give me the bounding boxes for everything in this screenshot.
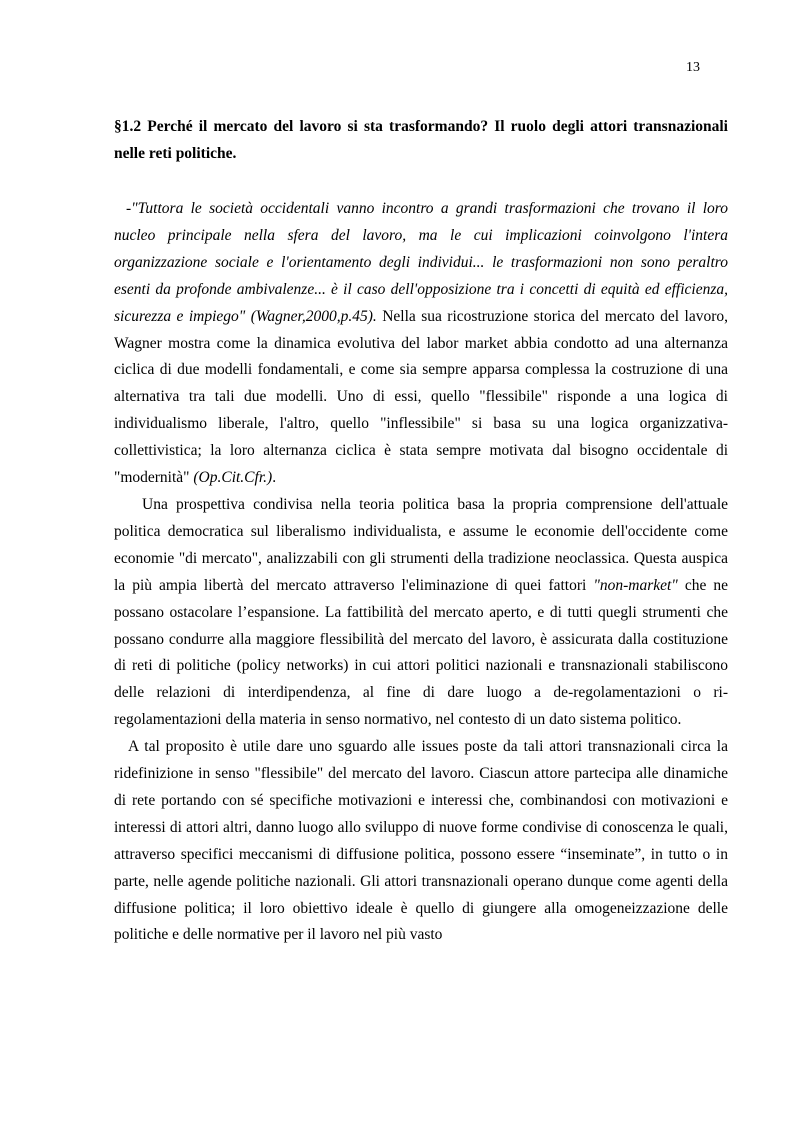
body-text xyxy=(114,196,728,949)
paragraph-2 xyxy=(114,492,728,734)
paragraph-2-text-after: che ne possano ostacolare l’espansione. La fattibilità del mercato aperto, e di tutti quegli strumenti che possano condurre alla maggiore flessibilità del mercato del lavoro, è assicurata dalla costituzione di reti di politiche (policy networks) in cui attori politici nazionali e transnazionali stabiliscono delle relazioni di interdipendenza, al fine di dare luogo a de-regolamentazioni o ri-regolamentazioni della materia in senso normativo, nel contesto di un dato sistema politico. xyxy=(114,576,728,729)
page-number: 13 xyxy=(686,60,700,75)
paragraph-3: A tal proposito è utile dare uno sguardo alle issues poste da tali attori transnazionali circa la ridefinizione in senso "flessibile" del mercato del lavoro. Ciascun attore partecipa alle dinamiche di rete portando con sé specifiche motivazioni e interessi che, combinandosi con motivazioni e interessi di attori altri, danno luogo allo sviluppo di nuove forme condivise di conoscenza le quali, attraverso specifici meccanismi di diffusione politica, possono essere “inseminate”, in tutto o in parte, nelle agende politiche nazionali. Gli attori transnazionali operano dunque come agenti della diffusione politica; il loro obiettivo ideale è quello di giungere alla omogeneizzazione delle politiche e delle normative per il lavoro nel più vasto xyxy=(114,738,728,944)
non-market-term: "non-market" xyxy=(593,576,678,594)
wagner-quote: -"Tuttora le società occidentali vanno incontro a grandi trasformazioni che trovano il loro nucleo principale nella sfera del lavoro, ma le cui implicazioni coinvolgono l'intera organizzazione sociale e l'orientamento degli individui... le trasformazioni non sono peraltro esenti da profonde ambivalenze... è il caso dell'opposizione tra i concetti di equità ed efficienza, sicurezza e impiego" (Wagner,2000,p.45). xyxy=(114,200,728,325)
paragraph-2-text-before: Una prospettiva condivisa nella teoria politica basa la propria comprensione dell'attuale politica democratica sul liberalismo individualista, e assume le economie dell'occidente come economie "di mercato", analizzabili con gli strumenti della tradizione neoclassica. Questa auspica la più ampia libertà del mercato attraverso l'eliminazione di quei fattori xyxy=(114,495,728,594)
citation: (Op.Cit.Cfr.) xyxy=(193,469,273,487)
paragraph-1-text: Nella sua ricostruzione storica del mercato del lavoro, Wagner mostra come la dinamica evolutiva del labor market abbia condotto ad una alternanza ciclica di due modelli fondamentali, e come sia sempre apparsa complessa la costruzione di una alternativa tra tali due modelli. Uno di essi, quello "flessibile" risponde a una logica di individualismo liberale, l'altro, quello "inflessibile" si basa su una logica organizzativa- collettivistica; la loro alternanza ciclica è stata sempre motivata dal bisogno occidentale di "modernità" xyxy=(114,307,728,487)
paragraph-1 xyxy=(114,196,728,492)
paragraph-1-end: . xyxy=(272,469,277,487)
section-heading: §1.2 Perché il mercato del lavoro si sta trasformando? Il ruolo degli attori transnazionali nelle reti politiche. xyxy=(114,118,728,162)
